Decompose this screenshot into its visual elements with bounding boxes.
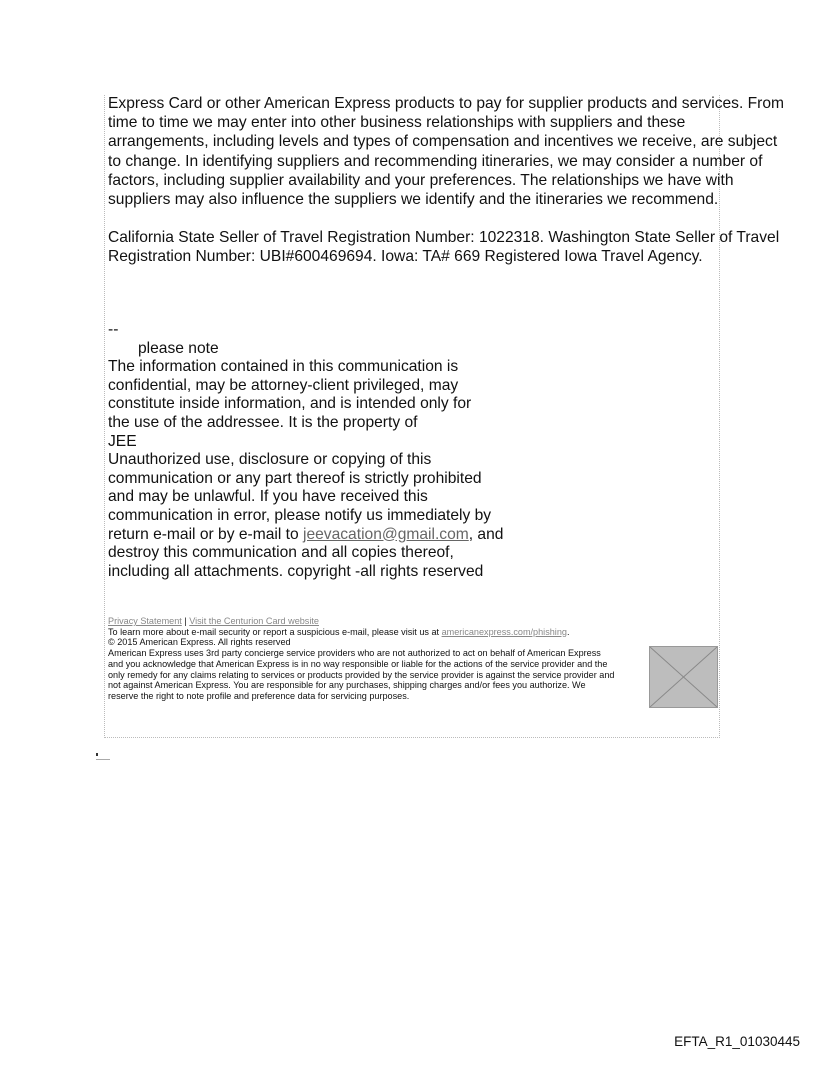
email-line [108, 526, 503, 545]
text-line: Registration Number: UBI#600469694. Iowa: TA# 669 Registered Iowa Travel Agency. [108, 248, 703, 266]
security-line [108, 627, 614, 638]
text-line: to change. In identifying suppliers and recommending itineraries, we may consider a number of [108, 152, 763, 170]
text-line: confidential, may be attorney-client privileged, may [108, 376, 459, 394]
link-divider: | [181, 616, 190, 626]
text-line: communication in error, please notify us immediately by [108, 506, 492, 524]
disclaimer-line: only remedy for any claims relating to services or products provided by the service provider is against the service provider and [108, 669, 615, 680]
text-line: the use of the addressee. It is the property of [108, 413, 418, 431]
page-mark [96, 753, 110, 760]
signature-separator: -- [108, 321, 119, 338]
disclaimer-line: American Express uses 3rd party concierge service providers who are not authorized to act on behalf of American Express [108, 648, 601, 659]
text-fragment: To learn more about e-mail security or report a suspicious e-mail, please visit us at [108, 626, 442, 637]
text-line: suppliers may also influence the suppliers we identify and the itineraries we recommend. [108, 191, 719, 209]
text-fragment: . [566, 626, 570, 637]
amex-footer [108, 616, 614, 702]
text-line: including all attachments. copyright -all rights reserved [108, 562, 484, 580]
email-link[interactable]: jeevacation@gmail.com [302, 525, 469, 543]
text-line: JEE [108, 432, 137, 450]
disclaimer-line: reserve the right to note profile and preference data for servicing purposes. [108, 690, 410, 701]
centurion-card-link[interactable]: Visit the Centurion Card website [189, 616, 319, 626]
text-line: time to time we may enter into other business relationships with suppliers and these [108, 114, 686, 132]
text-line: factors, including supplier availability and your preferences. The relationships we have with [108, 171, 734, 189]
text-line: arrangements, including levels and types of compensation and incentives we receive, are subject [108, 133, 778, 151]
disclaimer-line: and you acknowledge that American Express is in no way responsible or liable for the actions of the service provider and the [108, 658, 608, 669]
supplier-relationships-paragraph [108, 94, 784, 209]
text-line: Express Card or other American Express products to pay for supplier products and services. From [108, 95, 785, 112]
text-line: constitute inside information, and is intended only for [108, 395, 472, 413]
registration-paragraph [108, 228, 779, 266]
signature-notice [108, 321, 503, 581]
text-line: California State Seller of Travel Registration Number: 1022318. Washington State Seller of Travel [108, 229, 780, 246]
image-cross-icon [650, 647, 717, 707]
text-line: destroy this communication and all copies thereof, [108, 544, 454, 562]
footer-links [108, 616, 614, 627]
notice-heading: please note [138, 339, 219, 357]
broken-image-placeholder-icon [649, 646, 718, 708]
text-line: communication or any part thereof is strictly prohibited [108, 469, 482, 487]
text-fragment: return e-mail or by e-mail to [108, 525, 303, 543]
text-line: and may be unlawful. If you have received this [108, 488, 428, 506]
disclaimer-line: not against American Express. You are responsible for any purchases, shipping charges and/or fees you authorize. We [108, 680, 586, 691]
text-line: The information contained in this communication is [108, 358, 459, 376]
text-line: Unauthorized use, disclosure or copying of this [108, 451, 432, 469]
phishing-link[interactable]: americanexpress.com/phishing [441, 626, 567, 637]
document-id: EFTA_R1_01030445 [674, 1034, 800, 1049]
copyright: © 2015 American Express. All rights reserved [108, 637, 291, 648]
privacy-statement-link[interactable]: Privacy Statement [108, 616, 182, 626]
text-fragment: , and [468, 525, 504, 543]
